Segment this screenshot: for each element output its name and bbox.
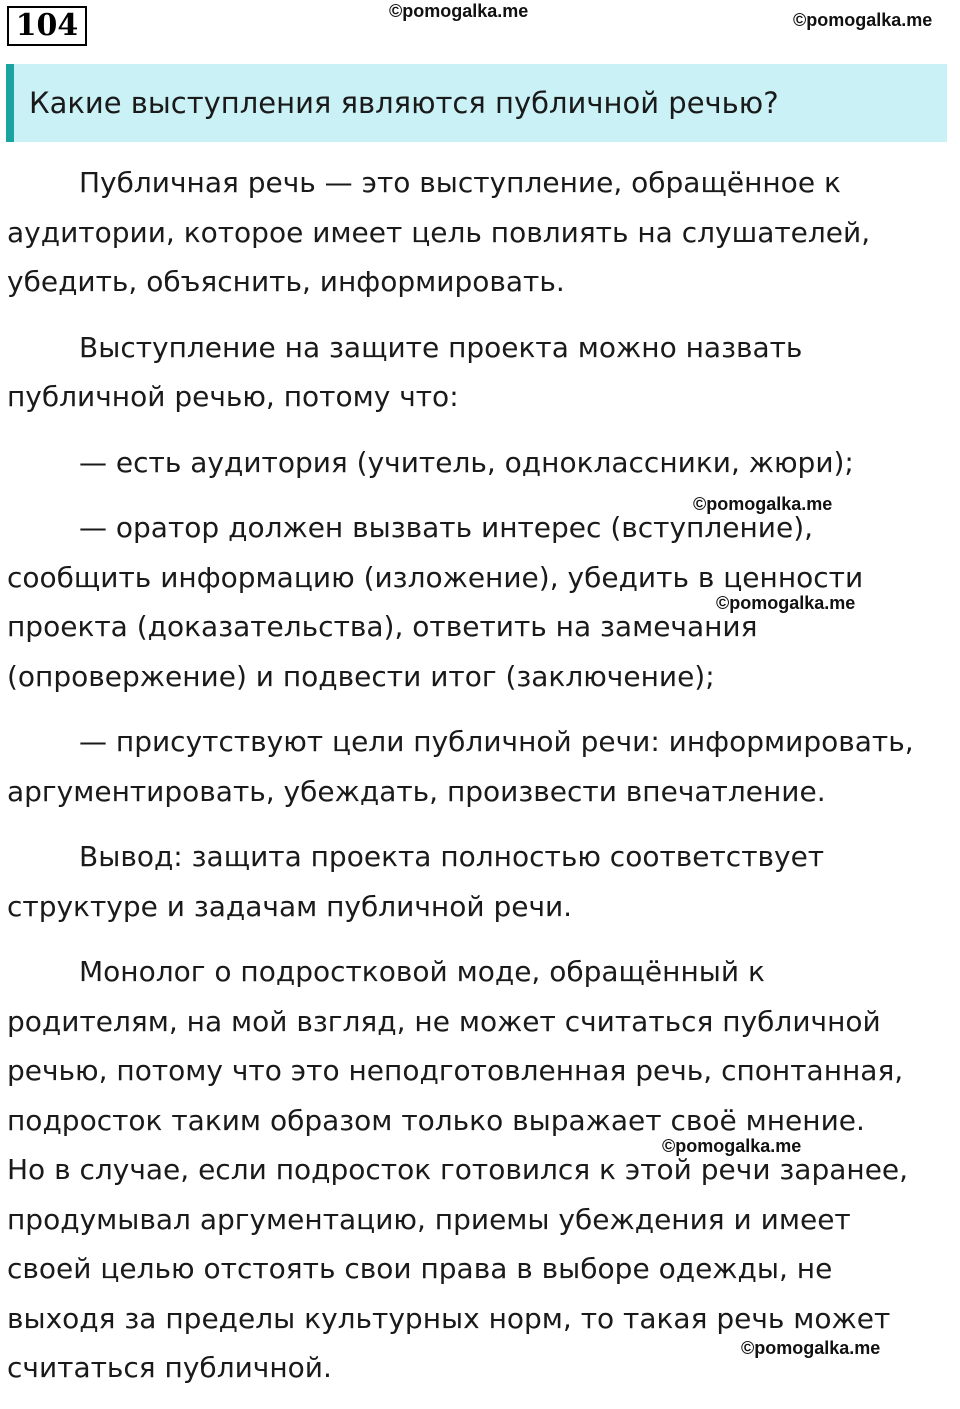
text-line: сообщить информацию (изложение), убедить в ценности <box>7 560 864 594</box>
paragraph <box>7 323 953 422</box>
watermark: ©pomogalka.me <box>389 1 529 21</box>
text-line: — присутствуют цели публичной речи: информировать, <box>79 725 914 758</box>
text-line: подросток таким образом только выражает своё мнение. <box>7 1103 865 1137</box>
text-line: родителям, на мой взгляд, не может считаться публичной <box>7 1004 881 1038</box>
text-line: Публичная речь — это выступление, обращённое к <box>79 166 841 199</box>
text-line: Выступление на защите проекта можно назвать <box>79 330 803 364</box>
text-line: Но в случае, если подросток готовился к этой речи заранее, <box>7 1153 909 1186</box>
watermark: ©pomogalka.me <box>741 1338 881 1358</box>
paragraph <box>7 947 953 1393</box>
text-line: аргументировать, убеждать, произвести впечатление. <box>7 774 826 808</box>
watermark: ©pomogalka.me <box>716 593 856 613</box>
paragraph <box>7 438 953 488</box>
text-line: — есть аудитория (учитель, одноклассники, жюри); <box>79 445 854 479</box>
paragraph <box>7 832 953 931</box>
text-line: своей целью отстоять свои права в выборе одежды, не <box>7 1252 833 1285</box>
text-line: аудитории, которое имеет цель повлиять на слушателей, <box>7 215 871 249</box>
question-box <box>6 64 947 142</box>
paragraph <box>7 158 953 307</box>
text-line: проекта (доказательства), ответить на замечания <box>7 610 758 643</box>
text-line: — оратор должен вызвать интерес (вступление), <box>79 511 814 544</box>
question-text: Какие выступления являются публичной речью? <box>29 86 779 120</box>
watermark: ©pomogalka.me <box>793 10 933 30</box>
text-line: Монолог о подростковой моде, обращённый к <box>79 955 765 988</box>
paragraph <box>7 717 953 816</box>
text-line: убедить, объяснить, информировать. <box>7 265 565 298</box>
text-line: Вывод: защита проекта полностью соответствует <box>79 840 825 873</box>
text-line: считаться публичной. <box>7 1351 332 1384</box>
text-line: речью, потому что это неподготовленная речь, спонтанная, <box>7 1054 904 1087</box>
text-line: продумывал аргументацию, приемы убеждения и имеет <box>7 1202 851 1236</box>
watermark: ©pomogalka.me <box>662 1136 802 1156</box>
text-line: публичной речью, потому что: <box>7 380 459 413</box>
text-line: структуре и задачам публичной речи. <box>7 889 573 923</box>
watermark: ©pomogalka.me <box>693 494 833 514</box>
text-line: выходя за пределы культурных норм, то такая речь может <box>7 1301 891 1335</box>
text-line: (опровержение) и подвести итог (заключение); <box>7 659 715 693</box>
task-number: 104 <box>7 6 87 46</box>
answer-text <box>7 158 953 1409</box>
